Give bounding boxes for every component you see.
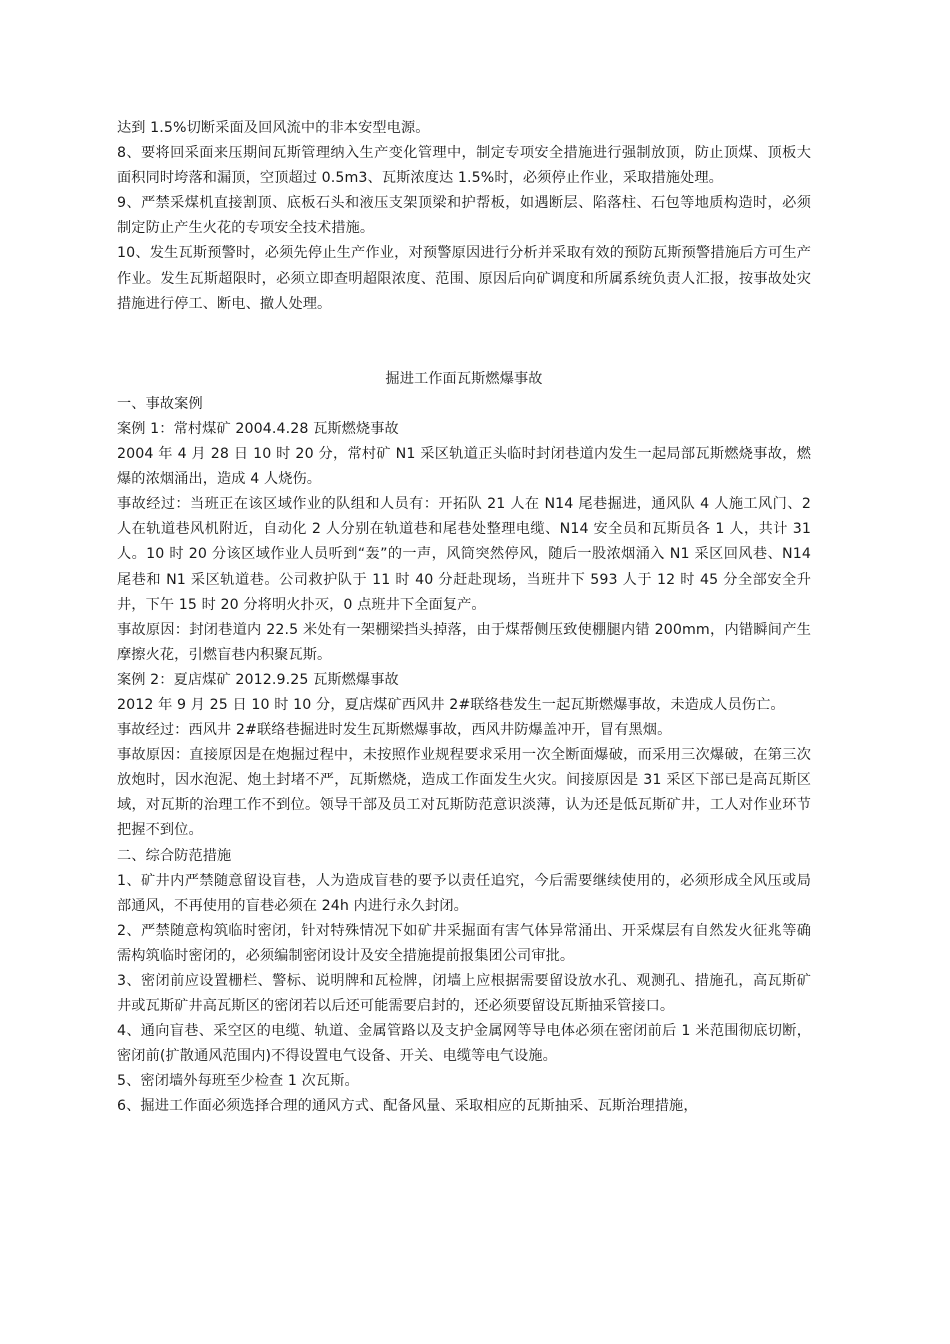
case-2-process: 事故经过：西风井 2#联络巷掘进时发生瓦斯燃爆事故，西风井防爆盖冲开，冒有黑烟。 xyxy=(117,722,672,739)
case-1-title: 案例 1：常村煤矿 2004.4.28 瓦斯燃烧事故 xyxy=(117,420,399,437)
case-1-process: 事故经过：当班正在该区域作业的队组和人员有：开拓队 21 人在 N14 尾巷掘进，通风队 4 人施工风门、2 人在轨道巷风机附近，自动化 2 人分别在轨道巷和尾巷处整理电缆、N14 安全员和瓦斯员各 1 人，共计 31 人。10 时 20 分该区域作业人员听到“轰”的一声，风筒突然停风，随后一股浓烟涌入 N1 采区回风巷、N14 尾巷和 N1 采区轨道巷。公司救护队于 11 时 40 分赶赴现场，当班井下 593 人于 12 时 45 分全部安全升井，下午 15 时 20 分将明火扑灭，0 点班井下全面复产。 xyxy=(117,496,811,613)
paragraph-item-10: 10、发生瓦斯预警时，必须先停止生产作业，对预警原因进行分析并采取有效的预防瓦斯预警措施后方可生产作业。发生瓦斯超限时，必须立即查明超限浓度、范围、原因后向矿调度和所属系统负责人汇报，按事故处灾措施进行停工、断电、撤人处理。 xyxy=(117,245,811,312)
heading-prevention-measures: 二、综合防范措施 xyxy=(117,847,232,864)
measure-2: 2、严禁随意构筑临时密闭，针对特殊情况下如矿井采掘面有害气体异常涌出、开采煤层有自然发火征兆等确需构筑临时密闭的，必须编制密闭设计及安全措施提前报集团公司审批。 xyxy=(117,922,811,964)
measure-4: 4、通向盲巷、采空区的电缆、轨道、金属管路以及支护金属网等导电体必须在密闭前后 1 米范围彻底切断，密闭前(扩散通风范围内)不得设置电气设备、开关、电缆等电气设施。 xyxy=(117,1023,811,1065)
case-2-summary: 2012 年 9 月 25 日 10 时 10 分，夏店煤矿西风井 2#联络巷发生一起瓦斯燃爆事故，未造成人员伤亡。 xyxy=(117,696,785,713)
case-2-title: 案例 2：夏店煤矿 2012.9.25 瓦斯燃爆事故 xyxy=(117,671,399,688)
section-title: 掘进工作面瓦斯燃爆事故 xyxy=(385,370,543,387)
case-1-cause: 事故原因：封闭巷道内 22.5 米处有一架棚梁挡头掉落，由于煤帮侧压致使棚腿内错 200mm，内错瞬间产生摩擦火花，引燃盲巷内积聚瓦斯。 xyxy=(117,621,811,663)
case-1-summary: 2004 年 4 月 28 日 10 时 20 分，常村矿 N1 采区轨道正头临时封闭巷道内发生一起局部瓦斯燃烧事故，燃爆的浓烟涌出，造成 4 人烧伤。 xyxy=(117,446,811,488)
measure-1: 1、矿井内严禁随意留设盲巷，人为造成盲巷的要予以责任追究，今后需要继续使用的，必须形成全风压或局部通风，不再使用的盲巷必须在 24h 内进行永久封闭。 xyxy=(117,872,811,914)
measure-5: 5、密闭墙外每班至少检查 1 次瓦斯。 xyxy=(117,1073,359,1090)
paragraph-item-8: 8、要将回采面来压期间瓦斯管理纳入生产变化管理中，制定专项安全措施进行强制放顶，防止顶煤、顶板大面积同时垮落和漏顶，空顶超过 0.5m3、瓦斯浓度达 1.5%时，必须停止作业，采取措施处理。 xyxy=(117,145,811,187)
case-2-cause: 事故原因：直接原因是在炮掘过程中，未按照作业规程要求采用一次全断面爆破，而采用三次爆破，在第三次放炮时，因水泡泥、炮土封堵不严，瓦斯燃烧，造成工作面发生火灾。间接原因是 31 采区下部已是高瓦斯区域，对瓦斯的治理工作不到位。领导干部及员工对瓦斯防范意识淡薄，认为还是低瓦斯矿井，工人对作业环节把握不到位。 xyxy=(117,747,811,839)
document-body xyxy=(117,116,811,1120)
section-spacer xyxy=(117,317,811,367)
measure-3: 3、密闭前应设置栅栏、警标、说明牌和瓦检牌，闭墙上应根据需要留设放水孔、观测孔、措施孔，高瓦斯矿井或瓦斯矿井高瓦斯区的密闭若以后还可能需要启封的，还必须要留设瓦斯抽采管接口。 xyxy=(117,973,811,1015)
measure-6: 6、掘进工作面必须选择合理的通风方式、配备风量、采取相应的瓦斯抽采、瓦斯治理措施， xyxy=(117,1098,698,1115)
paragraph-item-9: 9、严禁采煤机直接割顶、底板石头和液压支架顶梁和护帮板，如遇断层、陷落柱、石包等地质构造时，必须制定防止产生火花的专项安全技术措施。 xyxy=(117,195,811,237)
heading-accident-cases: 一、事故案例 xyxy=(117,395,203,412)
paragraph-gas-power-cutoff: 达到 1.5%切断采面及回风流中的非本安型电源。 xyxy=(117,120,430,136)
